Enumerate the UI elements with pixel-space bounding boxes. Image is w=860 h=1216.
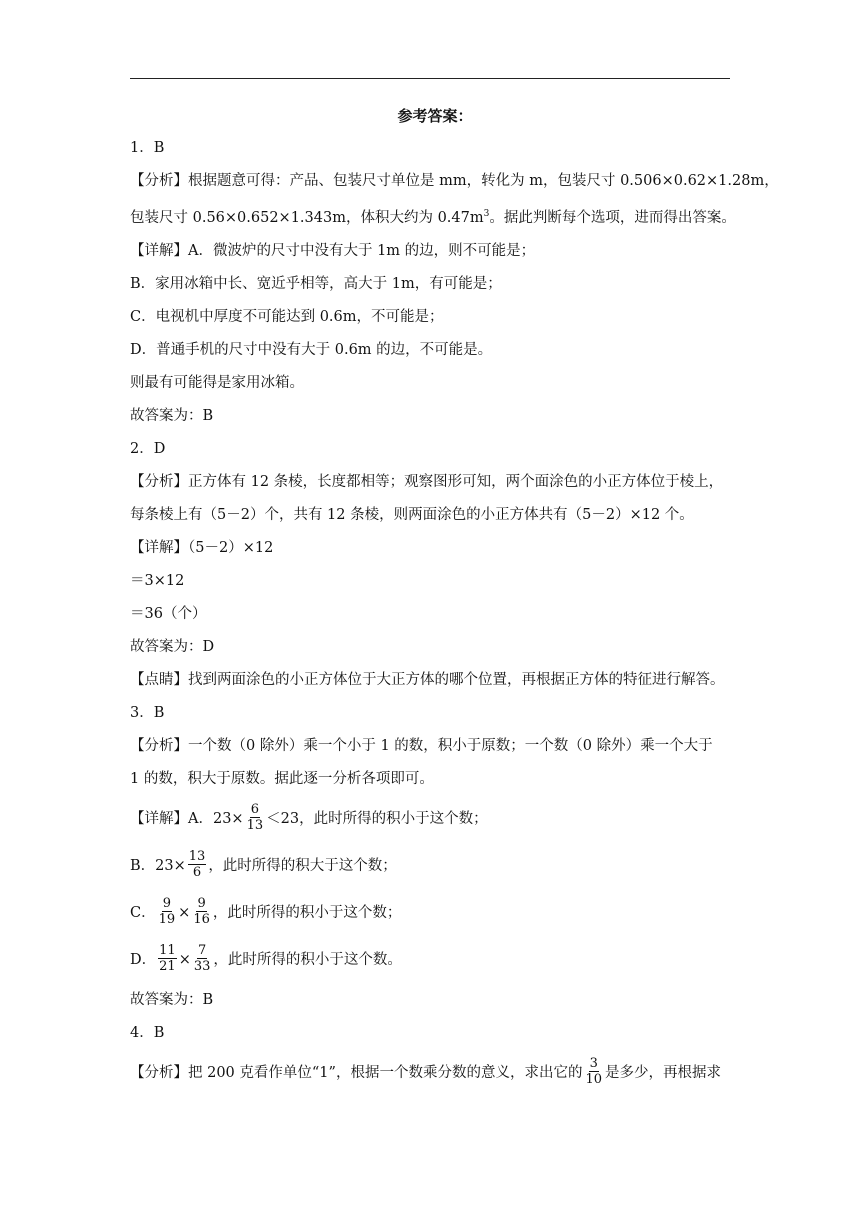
q1-number: 1．B <box>130 140 165 156</box>
q1-detail-c: C．电视机中厚度不可能达到 0.6m，不可能是； <box>130 308 444 325</box>
q1-analysis-exponent: 3 <box>483 209 490 219</box>
q3-analysis-line-1: 【分析】一个数（0 除外）乘一个小于 1 的数，积小于原数；一个数（0 除外）乘一个大于 <box>130 737 713 754</box>
q3-answer: 故答案为：B <box>130 991 214 1008</box>
fraction-denominator: 6 <box>192 865 202 881</box>
q3-detail-c-prefix: C． <box>130 904 156 921</box>
fraction-denominator: 21 <box>159 959 176 975</box>
q4-analysis-fraction <box>584 1056 603 1087</box>
fraction-denominator: 19 <box>158 912 176 928</box>
multiply-sign: × <box>178 904 191 921</box>
fraction-numerator: 13 <box>188 849 206 865</box>
q2-number: 2．D <box>130 440 166 457</box>
q2-detail-step-2: ＝3×12 <box>130 572 185 589</box>
q3-detail-a <box>130 796 740 843</box>
q4-analysis-prefix: 【分析】把 200 克看作单位“1”，根据一个数乘分数的意义，求出它的 <box>130 1064 583 1081</box>
q3-detail-d <box>130 937 740 984</box>
q1-detail-d: D．普通手机的尺寸中没有大于 0.6m 的边，不可能是。 <box>130 341 493 358</box>
q1-detail-a: 【详解】A．微波炉的尺寸中没有大于 1m 的边，则不可能是； <box>130 242 536 259</box>
q2-analysis-line-1: 【分析】正方体有 12 条棱，长度都相等；观察图形可知，两个面涂色的小正方体位于棱上， <box>130 473 724 490</box>
header-rule <box>130 78 730 79</box>
fraction-denominator: 33 <box>193 959 211 975</box>
answer-page <box>130 100 779 1097</box>
q3-detail-b-fraction <box>188 849 207 880</box>
q3-detail-c-fraction-1 <box>158 896 177 927</box>
q3-detail-d-suffix: ，此时所得的积小于这个数。 <box>213 951 402 968</box>
fraction-denominator: 10 <box>585 1072 602 1088</box>
fraction-numerator: 11 <box>159 943 176 959</box>
page-title: 参考答案： <box>397 107 473 125</box>
q4-number: 4．B <box>130 1024 165 1041</box>
q3-detail-b-suffix: ，此时所得的积大于这个数； <box>208 857 397 874</box>
q3-detail-d-fraction-1 <box>158 943 177 974</box>
q3-detail-a-prefix: 【详解】A．23× <box>130 810 244 827</box>
q3-analysis-line-2: 1 的数，积大于原数。据此逐一分析各项即可。 <box>130 770 434 787</box>
q3-detail-a-suffix: ＜23，此时所得的积小于这个数； <box>266 810 488 827</box>
fraction-denominator: 13 <box>246 818 264 834</box>
q2-comment: 【点睛】找到两面涂色的小正方体位于大正方体的哪个位置，再根据正方体的特征进行解答。 <box>130 671 725 688</box>
multiply-sign: × <box>178 951 191 968</box>
q1-answer: 故答案为：B <box>130 407 214 424</box>
q4-analysis <box>130 1050 740 1097</box>
q3-detail-c-fraction-2 <box>192 896 211 927</box>
q1-conclusion: 则最有可能得是家用冰箱。 <box>130 374 304 391</box>
q4-analysis-suffix: 是多少，再根据求 <box>605 1064 721 1081</box>
q1-analysis-text: 包装尺寸 0.56×0.652×1.343m，体积大约为 0.47m <box>130 209 484 226</box>
q2-analysis-line-2: 每条棱上有（5－2）个，共有 12 条棱，则两面涂色的小正方体共有（5－2）×12 个。 <box>130 506 694 523</box>
fraction-numerator: 7 <box>197 943 207 959</box>
q1-detail-b: B．家用冰箱中长、宽近乎相等，高大于 1m，有可能是； <box>130 275 502 292</box>
q3-number: 3．B <box>130 704 165 721</box>
fraction-denominator: 16 <box>193 912 210 928</box>
fraction-numerator: 6 <box>250 802 259 818</box>
q2-detail-step-1: 【详解】（5－2）×12 <box>130 539 274 556</box>
q3-detail-d-prefix: D． <box>130 951 157 968</box>
q2-detail-step-3: ＝36（个） <box>130 605 207 622</box>
q3-detail-d-fraction-2 <box>193 943 212 974</box>
fraction-numerator: 9 <box>197 896 206 912</box>
q3-detail-b-prefix: B．23× <box>130 857 186 874</box>
q1-analysis-tail: 。据此判断每个选项，进而得出答案。 <box>489 209 736 226</box>
q1-analysis-line-1: 【分析】根据题意可得：产品、包装尺寸单位是 mm，转化为 m，包装尺寸 0.506×0.62×1.28m， <box>130 173 779 189</box>
q3-detail-a-fraction <box>246 802 265 833</box>
q3-detail-b <box>130 843 740 890</box>
q3-detail-c <box>130 890 740 937</box>
q3-detail-c-suffix: ，此时所得的积小于这个数； <box>212 904 402 921</box>
fraction-numerator: 9 <box>162 896 172 912</box>
q1-analysis-line-2 <box>130 198 740 235</box>
fraction-numerator: 3 <box>589 1056 598 1072</box>
q2-answer: 故答案为：D <box>130 638 215 655</box>
